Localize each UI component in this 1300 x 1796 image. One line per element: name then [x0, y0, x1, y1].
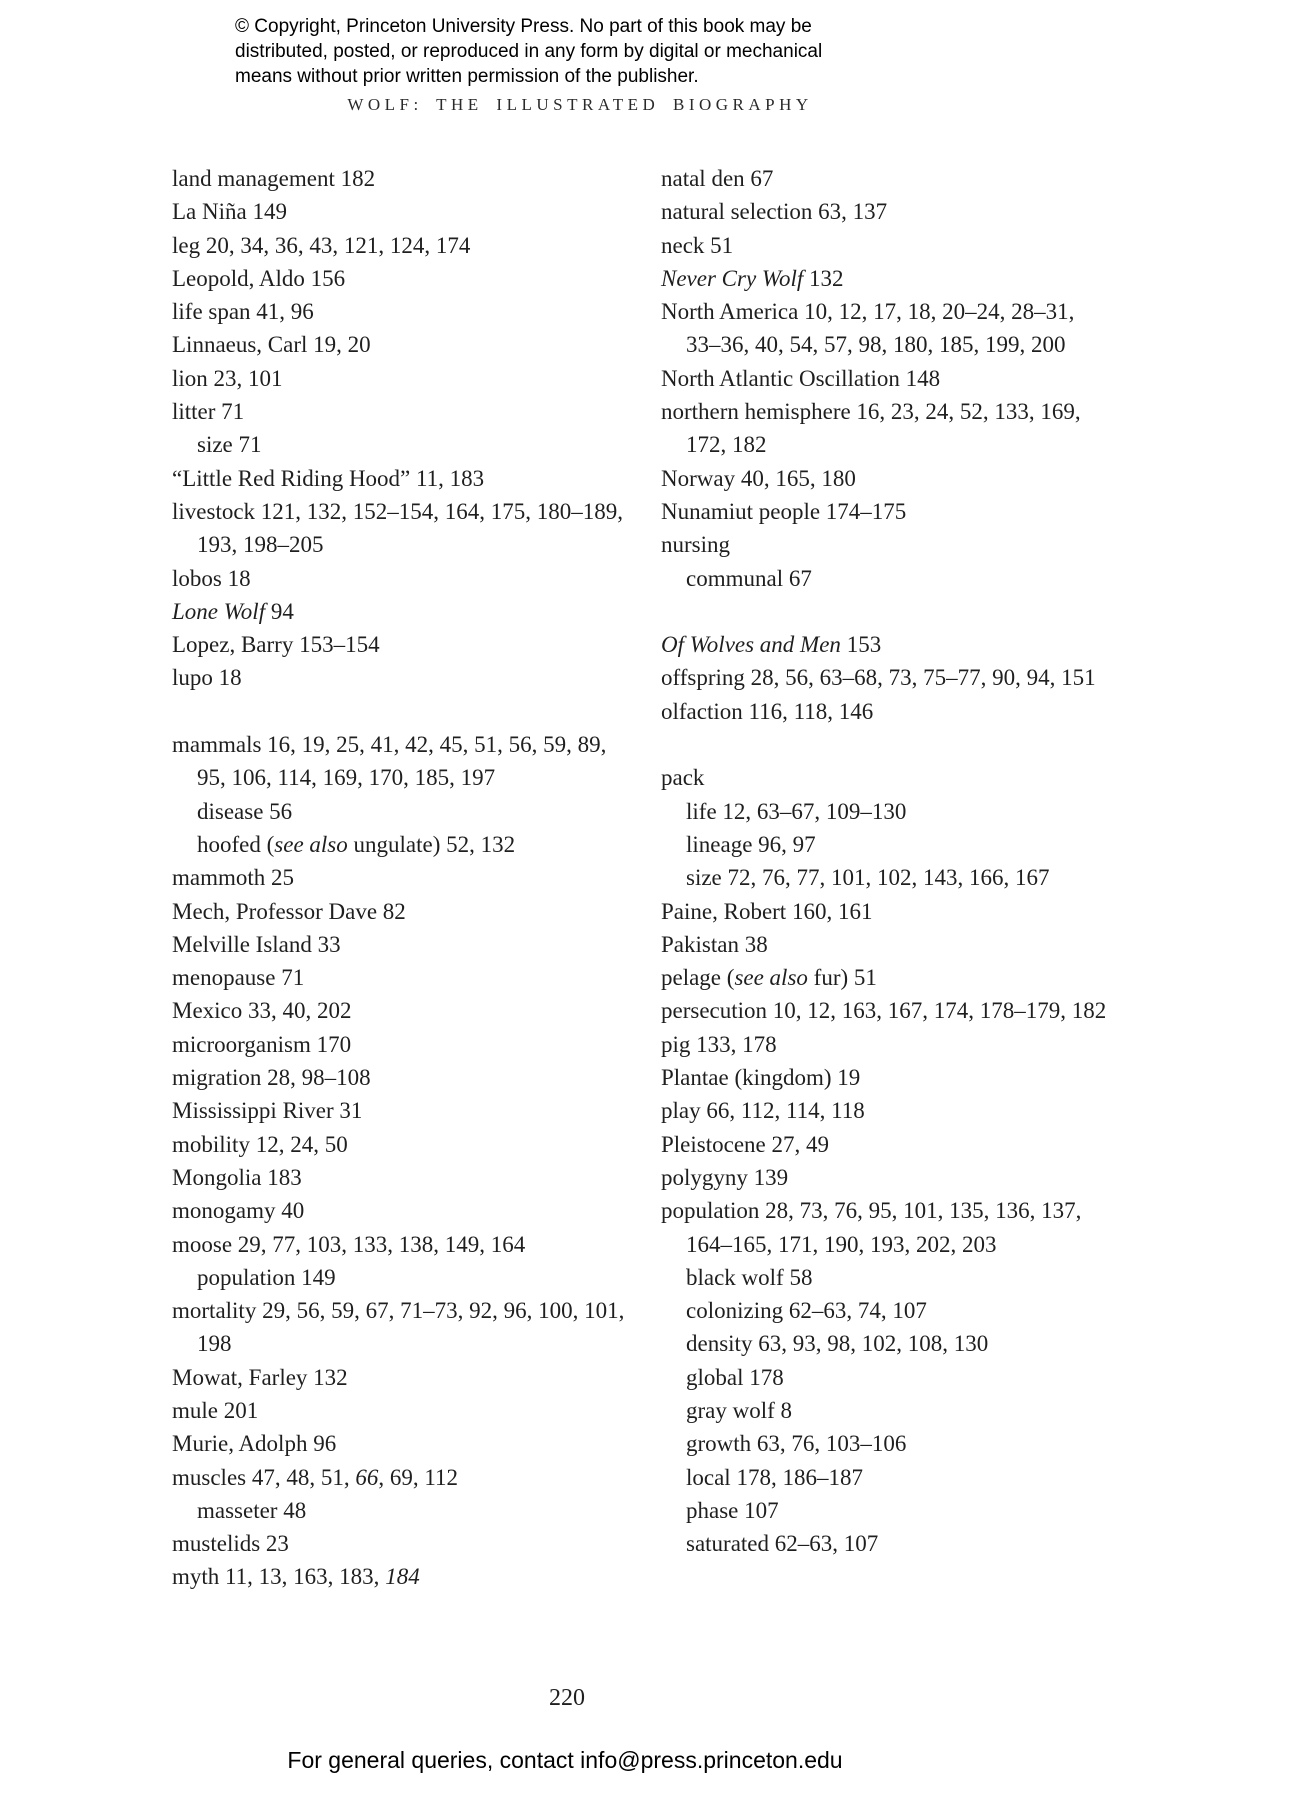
index-entry-line: [172, 295, 658, 328]
index-entry-text: growth 63, 76, 103–106: [686, 1431, 907, 1457]
index-entry-line: [172, 1194, 658, 1227]
index-entry-text: global 178: [686, 1364, 784, 1390]
index-entry-text: Linnaeus, Carl 19, 20: [172, 332, 371, 358]
index-entry-line: [172, 362, 658, 395]
index-entry-line: [661, 828, 1281, 861]
index-entry-line: [661, 229, 1281, 262]
index-entry-line: [661, 428, 1281, 461]
index-entry-text: pig 133, 178: [661, 1031, 777, 1057]
index-entry-line: [661, 994, 1281, 1027]
index-entry-line: [661, 462, 1281, 495]
index-entry-line: [172, 462, 658, 495]
index-blank-line: [661, 728, 1281, 761]
index-entry-text: myth 11, 13, 163, 183,: [172, 1564, 386, 1590]
index-entry-line: [661, 1028, 1281, 1061]
index-entry-text: 132: [803, 265, 844, 291]
index-entry-text: communal 67: [686, 565, 812, 591]
index-entry-text: life 12, 63–67, 109–130: [686, 798, 907, 824]
index-entry-text: , 69, 112: [378, 1464, 459, 1490]
index-entry-text: Mexico 33, 40, 202: [172, 998, 352, 1024]
index-entry-text: land management 182: [172, 166, 376, 191]
index-entry-line: [172, 328, 658, 361]
index-entry-text: population 28, 73, 76, 95, 101, 135, 136, 137,: [661, 1198, 1082, 1224]
index-entry-italic-text: 66: [355, 1464, 379, 1490]
index-entry-text: phase 107: [686, 1497, 779, 1523]
index-entry-text: La Niña 149: [172, 199, 287, 225]
index-entry-line: [172, 1427, 658, 1460]
index-entry-text: mammals 16, 19, 25, 41, 42, 45, 51, 56, 59, 89,: [172, 732, 607, 758]
index-entry-text: leg 20, 34, 36, 43, 121, 124, 174: [172, 232, 471, 258]
index-entry-text: litter 71: [172, 399, 245, 425]
index-entry-text: 164–165, 171, 190, 193, 202, 203: [686, 1231, 997, 1257]
index-entry-text: migration 28, 98–108: [172, 1065, 371, 1091]
index-entry-text: “Little Red Riding Hood” 11, 183: [172, 465, 485, 491]
index-entry-text: mustelids 23: [172, 1531, 289, 1557]
index-entry-line: [661, 961, 1281, 994]
page-number: 220: [549, 1685, 585, 1711]
index-entry-italic-text: Never Cry Wolf: [661, 265, 804, 291]
index-entry-text: North America 10, 12, 17, 18, 20–24, 28–31,: [661, 299, 1075, 325]
index-entry-line: [661, 295, 1281, 328]
index-entry-line: [661, 1261, 1281, 1294]
index-entry-text: hoofed (: [197, 831, 275, 857]
index-entry-text: Mowat, Farley 132: [172, 1364, 348, 1390]
index-entry-line: [661, 661, 1281, 694]
index-entry-line: [661, 528, 1281, 561]
index-entry-line: [661, 928, 1281, 961]
index-entry-text: colonizing 62–63, 74, 107: [686, 1298, 927, 1324]
index-entry-line: [172, 661, 658, 694]
index-entry-line: [172, 1560, 658, 1593]
index-entry-text: moose 29, 77, 103, 133, 138, 149, 164: [172, 1231, 526, 1257]
index-entry-line: [172, 1028, 658, 1061]
copyright-line-3: means without prior written permission of the publisher.: [235, 66, 699, 87]
index-entry-line: [172, 528, 658, 561]
index-entry-italic-text: see also: [274, 831, 348, 857]
index-entry-line: [661, 1327, 1281, 1360]
index-entry-line: [661, 1427, 1281, 1460]
index-entry-line: [661, 1461, 1281, 1494]
index-entry-line: [172, 1327, 658, 1360]
index-entry-text: 95, 106, 114, 169, 170, 185, 197: [197, 765, 496, 791]
index-entry-text: masseter 48: [197, 1497, 307, 1523]
index-entry-text: fur) 51: [807, 965, 877, 991]
index-entry-text: 153: [840, 632, 882, 658]
index-entry-italic-text: see also: [734, 965, 808, 991]
index-entry-line: [661, 1194, 1281, 1227]
index-entry-text: gray wolf 8: [686, 1397, 793, 1423]
index-entry-italic-text: Lone Wolf: [172, 598, 266, 624]
index-entry-text: ungulate) 52, 132: [347, 831, 516, 857]
index-entry-text: Pleistocene 27, 49: [661, 1131, 829, 1157]
index-entry-text: muscles 47, 48, 51,: [172, 1464, 356, 1490]
index-entry-text: Mongolia 183: [172, 1164, 302, 1190]
copyright-line-2: distributed, posted, or reproduced in any form by digital or mechanical: [235, 41, 823, 62]
index-entry-line: [172, 495, 658, 528]
index-entry-line: [172, 1061, 658, 1094]
index-entry-line: [661, 1527, 1281, 1560]
index-entry-text: menopause 71: [172, 965, 305, 991]
running-head-book-title: WOLF: THE ILLUSTRATED BIOGRAPHY: [347, 95, 813, 114]
index-entry-text: lupo 18: [172, 665, 242, 691]
index-entry-text: mobility 12, 24, 50: [172, 1131, 348, 1157]
index-entry-text: natal den 67: [661, 166, 774, 191]
index-entry-line: [172, 1294, 658, 1327]
index-entry-text: saturated 62–63, 107: [686, 1531, 879, 1557]
index-column-right: [661, 162, 1281, 1560]
index-entry-line: [172, 1527, 658, 1560]
index-entry-line: [661, 362, 1281, 395]
index-entry-text: livestock 121, 132, 152–154, 164, 175, 180–189,: [172, 498, 624, 524]
index-entry-line: [661, 1061, 1281, 1094]
index-entry-line: [661, 628, 1281, 661]
copyright-line-1: © Copyright, Princeton University Press. No part of this book may be: [235, 16, 812, 37]
index-entry-line: [661, 262, 1281, 295]
index-entry-line: [661, 795, 1281, 828]
index-entry-text: population 149: [197, 1264, 336, 1290]
index-entry-line: [661, 195, 1281, 228]
index-entry-text: mortality 29, 56, 59, 67, 71–73, 92, 96, 100, 101,: [172, 1298, 625, 1324]
index-entry-text: polygyny 139: [661, 1164, 789, 1190]
index-entry-text: Nunamiut people 174–175: [661, 498, 907, 524]
index-entry-text: 33–36, 40, 54, 57, 98, 180, 185, 199, 200: [686, 332, 1066, 358]
index-entry-text: olfaction 116, 118, 146: [661, 698, 874, 724]
index-entry-text: Plantae (kingdom) 19: [661, 1065, 861, 1091]
index-entry-line: [172, 1494, 658, 1527]
index-entry-line: [661, 562, 1281, 595]
index-entry-text: size 71: [197, 432, 262, 458]
index-entry-text: northern hemisphere 16, 23, 24, 52, 133, 169,: [661, 399, 1081, 425]
index-entry-text: Lopez, Barry 153–154: [172, 632, 380, 658]
index-entry-line: [172, 728, 658, 761]
index-entry-line: [172, 795, 658, 828]
index-entry-line: [661, 328, 1281, 361]
index-entry-text: local 178, 186–187: [686, 1464, 863, 1490]
index-entry-text: mammoth 25: [172, 865, 295, 891]
copyright-notice: [235, 14, 822, 89]
index-entry-line: [172, 628, 658, 661]
index-entry-line: [172, 562, 658, 595]
index-entry-line: [172, 1461, 658, 1494]
index-entry-line: [661, 1128, 1281, 1161]
index-entry-text: offspring 28, 56, 63–68, 73, 75–77, 90, 94, 151: [661, 665, 1096, 691]
footer-contact-line: For general queries, contact info@press.princeton.edu: [287, 1747, 843, 1773]
index-entry-line: [172, 1128, 658, 1161]
index-entry-line: [172, 1094, 658, 1127]
index-entry-text: neck 51: [661, 232, 734, 258]
index-entry-text: Norway 40, 165, 180: [661, 465, 856, 491]
index-entry-line: [661, 1294, 1281, 1327]
index-entry-line: [661, 1094, 1281, 1127]
index-entry-line: [172, 162, 658, 195]
index-entry-line: [172, 395, 658, 428]
index-entry-line: [172, 1394, 658, 1427]
index-entry-line: [172, 428, 658, 461]
index-entry-text: Pakistan 38: [661, 931, 768, 957]
index-entry-line: [172, 895, 658, 928]
index-entry-text: lineage 96, 97: [686, 831, 816, 857]
index-entry-line: [172, 994, 658, 1027]
index-entry-line: [172, 861, 658, 894]
index-entry-text: size 72, 76, 77, 101, 102, 143, 166, 167: [686, 865, 1050, 891]
index-column-left: [172, 162, 658, 1594]
index-entry-text: lobos 18: [172, 565, 251, 591]
index-entry-text: mule 201: [172, 1397, 259, 1423]
index-entry-text: persecution 10, 12, 163, 167, 174, 178–179, 182: [661, 998, 1107, 1024]
index-entry-text: 198: [197, 1331, 232, 1357]
index-entry-text: microorganism 170: [172, 1031, 352, 1057]
index-entry-italic-text: Of Wolves and Men: [661, 632, 841, 658]
index-entry-line: [172, 928, 658, 961]
index-entry-text: disease 56: [197, 798, 293, 824]
index-entry-line: [661, 395, 1281, 428]
index-entry-text: Murie, Adolph 96: [172, 1431, 337, 1457]
index-blank-line: [661, 595, 1281, 628]
index-entry-text: life span 41, 96: [172, 299, 314, 325]
index-entry-text: Melville Island 33: [172, 931, 341, 957]
index-entry-line: [172, 595, 658, 628]
index-entry-text: 94: [265, 598, 294, 624]
index-entry-italic-text: 184: [385, 1564, 420, 1590]
index-entry-text: 193, 198–205: [197, 532, 324, 558]
index-entry-text: monogamy 40: [172, 1198, 305, 1224]
index-entry-text: density 63, 93, 98, 102, 108, 130: [686, 1331, 989, 1357]
index-entry-text: North Atlantic Oscillation 148: [661, 365, 941, 391]
index-entry-line: [172, 195, 658, 228]
index-entry-line: [661, 1361, 1281, 1394]
index-entry-text: pelage (: [661, 965, 735, 991]
index-entry-text: Leopold, Aldo 156: [172, 265, 346, 291]
index-entry-line: [661, 895, 1281, 928]
index-entry-line: [172, 1228, 658, 1261]
index-entry-text: 172, 182: [686, 432, 767, 458]
index-entry-line: [661, 695, 1281, 728]
index-entry-line: [172, 262, 658, 295]
index-entry-line: [172, 828, 658, 861]
index-entry-text: Mech, Professor Dave 82: [172, 898, 406, 924]
index-blank-line: [172, 695, 658, 728]
index-entry-line: [172, 1161, 658, 1194]
index-entry-text: black wolf 58: [686, 1264, 813, 1290]
index-entry-line: [661, 861, 1281, 894]
index-entry-line: [661, 761, 1281, 794]
index-entry-line: [661, 1161, 1281, 1194]
index-entry-text: Paine, Robert 160, 161: [661, 898, 873, 924]
index-entry-text: nursing: [661, 532, 730, 558]
index-entry-line: [172, 961, 658, 994]
index-entry-line: [172, 1261, 658, 1294]
index-entry-line: [661, 495, 1281, 528]
index-entry-text: Mississippi River 31: [172, 1098, 363, 1124]
index-entry-line: [172, 229, 658, 262]
index-entry-line: [172, 761, 658, 794]
index-entry-line: [661, 162, 1281, 195]
index-entry-line: [661, 1494, 1281, 1527]
index-entry-line: [661, 1228, 1281, 1261]
index-entry-text: natural selection 63, 137: [661, 199, 888, 225]
index-entry-line: [172, 1361, 658, 1394]
index-entry-text: lion 23, 101: [172, 365, 283, 391]
index-entry-text: pack: [661, 765, 705, 791]
index-entry-line: [661, 1394, 1281, 1427]
index-entry-text: play 66, 112, 114, 118: [661, 1098, 865, 1124]
